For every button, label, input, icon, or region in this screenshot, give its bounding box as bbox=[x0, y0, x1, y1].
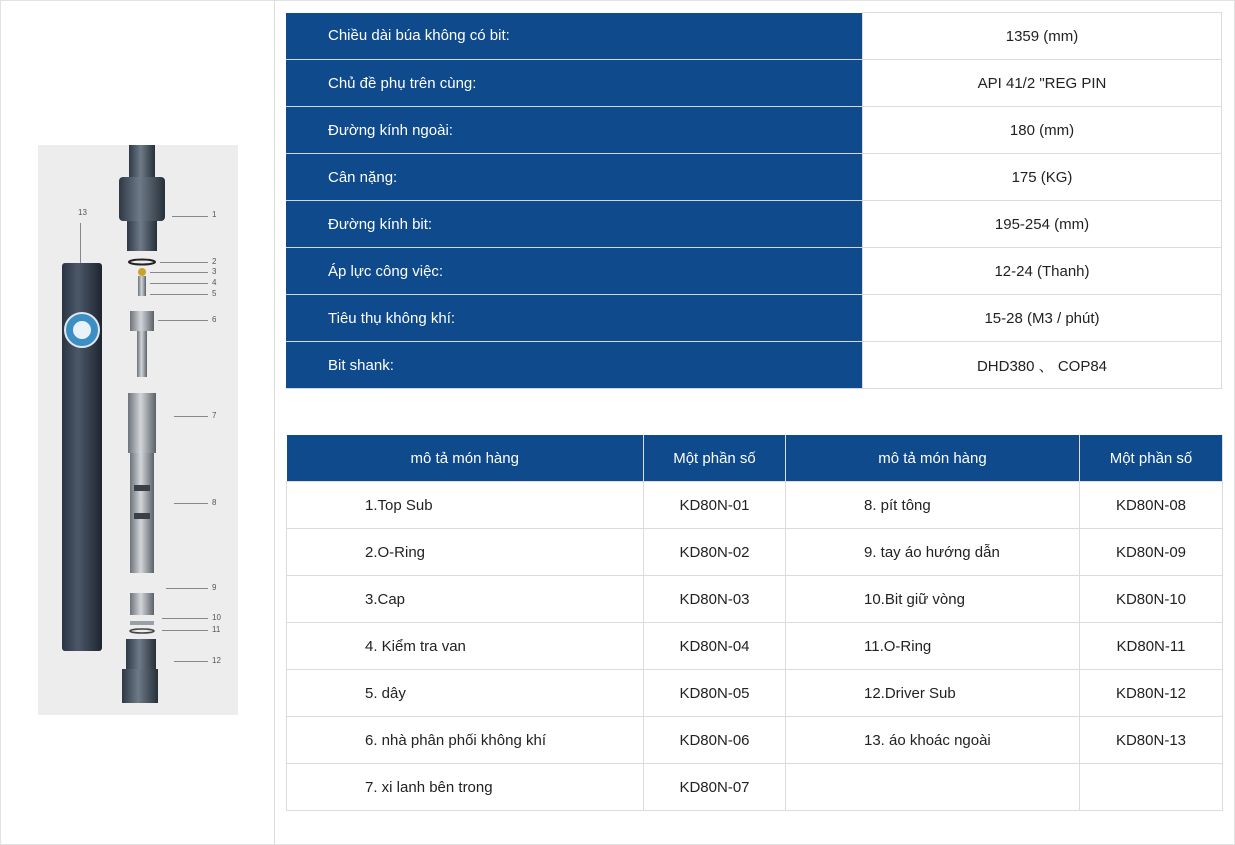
callout-12: 12 bbox=[212, 656, 221, 665]
callout-lead bbox=[162, 630, 208, 631]
part-number: KD80N-01 bbox=[644, 482, 786, 529]
spec-row bbox=[286, 107, 1222, 154]
callout-lead bbox=[150, 272, 208, 273]
table-row bbox=[287, 623, 1223, 670]
callout-lead bbox=[174, 416, 208, 417]
header-description: mô tả món hàng bbox=[786, 435, 1080, 482]
table-row bbox=[287, 670, 1223, 717]
part-description: 12.Driver Sub bbox=[786, 670, 1080, 717]
callout-lead bbox=[162, 618, 208, 619]
spec-label: Đường kính bit: bbox=[286, 201, 863, 248]
table-row bbox=[287, 764, 1223, 811]
part-description: 9. tay áo hướng dẫn bbox=[786, 529, 1080, 576]
part-number: KD80N-13 bbox=[1080, 717, 1223, 764]
part-number: KD80N-10 bbox=[1080, 576, 1223, 623]
part-number: KD80N-09 bbox=[1080, 529, 1223, 576]
callout-lead bbox=[150, 283, 208, 284]
spec-value: 195-254 (mm) bbox=[863, 201, 1222, 248]
part-description: 8. pít tông bbox=[786, 482, 1080, 529]
part-number: KD80N-03 bbox=[644, 576, 786, 623]
part-description bbox=[786, 764, 1080, 811]
callout-8: 8 bbox=[212, 498, 217, 507]
spec-label: Cân nặng: bbox=[286, 154, 863, 201]
part-description: 4. Kiểm tra van bbox=[287, 623, 644, 670]
spec-row bbox=[286, 13, 1222, 60]
header-part-number: Một phần số bbox=[644, 435, 786, 482]
callout-lead bbox=[174, 503, 208, 504]
top-sub bbox=[129, 145, 155, 177]
column-divider bbox=[274, 0, 275, 845]
callout-lead bbox=[158, 320, 208, 321]
spec-value: 175 (KG) bbox=[863, 154, 1222, 201]
part-number: KD80N-02 bbox=[644, 529, 786, 576]
spec-table bbox=[286, 12, 1222, 389]
spec-value: 15-28 (M3 / phút) bbox=[863, 295, 1222, 342]
part-description: 7. xi lanh bên trong bbox=[287, 764, 644, 811]
part-number: KD80N-07 bbox=[644, 764, 786, 811]
spec-label: Áp lực công việc: bbox=[286, 248, 863, 295]
callout-lead bbox=[172, 216, 208, 217]
o-ring bbox=[129, 260, 155, 265]
part-number: KD80N-06 bbox=[644, 717, 786, 764]
table-row bbox=[287, 576, 1223, 623]
spec-value: API 41/2 "REG PIN bbox=[863, 60, 1222, 107]
hammer-diagram-svg bbox=[38, 145, 238, 715]
spec-value: DHD380 、 COP84 bbox=[863, 342, 1222, 389]
part-number: KD80N-12 bbox=[1080, 670, 1223, 717]
callout-5: 5 bbox=[212, 289, 217, 298]
callout-lead bbox=[166, 588, 208, 589]
callout-10: 10 bbox=[212, 613, 221, 622]
parts-header-row bbox=[287, 435, 1223, 482]
spec-label: Chiều dài búa không có bit: bbox=[286, 13, 863, 60]
part-description: 5. dây bbox=[287, 670, 644, 717]
spec-row bbox=[286, 295, 1222, 342]
air-distributor bbox=[130, 311, 154, 331]
callout-2: 2 bbox=[212, 257, 217, 266]
spec-label: Chủ đề phụ trên cùng: bbox=[286, 60, 863, 107]
part-description: 11.O-Ring bbox=[786, 623, 1080, 670]
callout-3: 3 bbox=[212, 267, 217, 276]
spec-value: 12-24 (Thanh) bbox=[863, 248, 1222, 295]
part-description: 3.Cap bbox=[287, 576, 644, 623]
callout-lead bbox=[80, 223, 81, 263]
table-row bbox=[287, 529, 1223, 576]
part-number: KD80N-11 bbox=[1080, 623, 1223, 670]
callout-11: 11 bbox=[212, 625, 221, 634]
spec-label: Bit shank: bbox=[286, 342, 863, 389]
guide-sleeve bbox=[130, 593, 154, 615]
part-description: 2.O-Ring bbox=[287, 529, 644, 576]
spec-row bbox=[286, 248, 1222, 295]
driver-sub bbox=[126, 639, 156, 669]
callout-9: 9 bbox=[212, 583, 217, 592]
callout-lead bbox=[160, 262, 208, 263]
spec-value: 1359 (mm) bbox=[863, 13, 1222, 60]
spec-row bbox=[286, 154, 1222, 201]
part-number: KD80N-05 bbox=[644, 670, 786, 717]
spec-row bbox=[286, 201, 1222, 248]
part-description: 1.Top Sub bbox=[287, 482, 644, 529]
part-number: KD80N-04 bbox=[644, 623, 786, 670]
hammer-exploded-diagram bbox=[38, 145, 238, 715]
spec-row bbox=[286, 60, 1222, 107]
callout-6: 6 bbox=[212, 315, 217, 324]
spec-row bbox=[286, 342, 1222, 389]
callout-1: 1 bbox=[212, 210, 217, 219]
parts-table bbox=[286, 435, 1223, 811]
header-part-number: Một phần số bbox=[1080, 435, 1223, 482]
part-number bbox=[1080, 764, 1223, 811]
part-number: KD80N-08 bbox=[1080, 482, 1223, 529]
callout-7: 7 bbox=[212, 411, 217, 420]
part-description: 6. nhà phân phối không khí bbox=[287, 717, 644, 764]
table-row bbox=[287, 717, 1223, 764]
part-description: 13. áo khoác ngoài bbox=[786, 717, 1080, 764]
spec-label: Tiêu thụ không khí: bbox=[286, 295, 863, 342]
part-description: 10.Bit giữ vòng bbox=[786, 576, 1080, 623]
callout-4: 4 bbox=[212, 278, 217, 287]
header-description: mô tả món hàng bbox=[287, 435, 644, 482]
spec-label: Đường kính ngoài: bbox=[286, 107, 863, 154]
table-row bbox=[287, 482, 1223, 529]
callout-13: 13 bbox=[78, 208, 87, 217]
inner-cylinder bbox=[128, 393, 156, 453]
callout-lead bbox=[150, 294, 208, 295]
callout-lead bbox=[174, 661, 208, 662]
spec-value: 180 (mm) bbox=[863, 107, 1222, 154]
